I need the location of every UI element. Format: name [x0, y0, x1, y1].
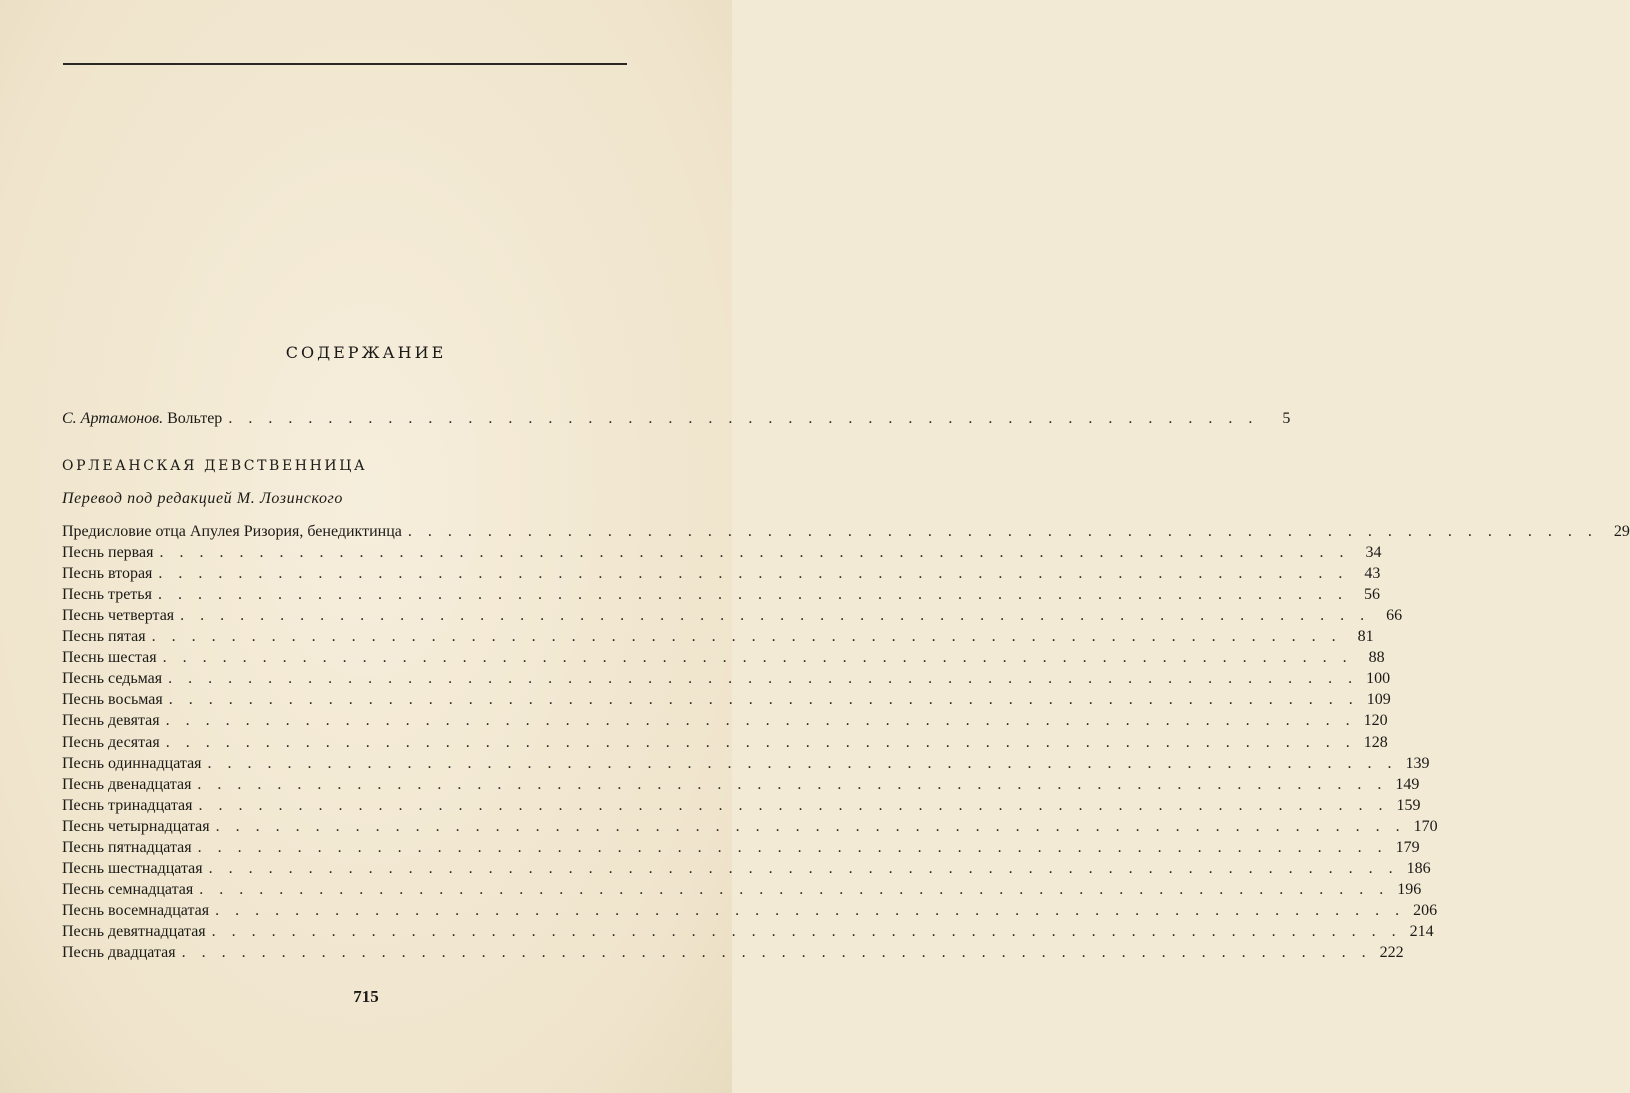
- toc-entry: [62, 523, 1630, 541]
- toc-entry-label: Песнь девятнадцатая: [62, 922, 206, 940]
- toc-entry-label: Предисловие отца Апулея Ризория, бенедиктинца: [62, 523, 402, 540]
- toc-leader-dots: . . . . . . . . . . . . . . . . . . . . . . . . . . . . . . . . . . . . . . . . . . . . . . . . . . . . . . . . . . . .: [197, 775, 1388, 793]
- toc-leader-dots: . . . . . . . . . . . . . . . . . . . . . . . . . . . . . . . . . . . . . . . . . . . . . . . . . . . .: [228, 410, 1259, 427]
- toc-entry-work: Вольтер: [167, 410, 223, 427]
- toc-leader-dots: . . . . . . . . . . . . . . . . . . . . . . . . . . . . . . . . . . . . . . . . . . . . . . . . . . . . . . . . . . . .: [180, 607, 1371, 625]
- toc-entry: [62, 649, 1385, 667]
- toc-entry-label: Песнь семнадцатая: [62, 880, 194, 898]
- toc-entry-label: Песнь одиннадцатая: [62, 754, 202, 772]
- toc-entry-page: 5: [1282, 410, 1291, 427]
- toc-entry-label: Песнь пятая: [62, 628, 146, 646]
- page-number: 715: [353, 987, 379, 1006]
- toc-entry-label: Песнь восьмая: [62, 691, 163, 709]
- toc-entry-page: 66: [1386, 607, 1403, 625]
- toc-leader-dots: . . . . . . . . . . . . . . . . . . . . . . . . . . . . . . . . . . . . . . . . . . . . . . . . . . . . . . . . . . . .: [151, 628, 1342, 646]
- toc-leader-dots: . . . . . . . . . . . . . . . . . . . . . . . . . . . . . . . . . . . . . . . . . . . . . . . . . . . . . . . . . . . .: [165, 733, 1356, 751]
- toc-entry-page: 186: [1406, 859, 1431, 877]
- toc-leader-dots: . . . . . . . . . . . . . . . . . . . . . . . . . . . . . . . . . . . . . . . . . . . . . . . . . . . . . . . . . . . .: [159, 544, 1350, 562]
- section-heading: ОРЛЕАНСКАЯ ДЕВСТВЕННИЦА: [62, 458, 368, 474]
- toc-entry-page: 34: [1365, 544, 1382, 562]
- toc-leader-dots: . . . . . . . . . . . . . . . . . . . . . . . . . . . . . . . . . . . . . . . . . . . . . . . . . . . . . . . . . . . .: [168, 670, 1359, 688]
- toc-entry-intro: [62, 410, 1291, 428]
- toc-leader-dots: . . . . . . . . . . . . . . . . . . . . . . . . . . . . . . . . . . . . . . . . . . . . . . . . . . . . . . . . . . . .: [198, 796, 1389, 814]
- toc-entry: [62, 712, 1388, 730]
- toc-entry-page: 159: [1396, 796, 1421, 814]
- toc-entry-label: Песнь четвертая: [62, 607, 175, 625]
- toc-entry-label: Песнь шестая: [62, 649, 157, 667]
- toc-entry: [62, 544, 1382, 562]
- toc-entry-label: Песнь восемнадцатая: [62, 901, 210, 919]
- toc-entry-label: [62, 410, 222, 428]
- toc-leader-dots: . . . . . . . . . . . . . . . . . . . . . . . . . . . . . . . . . . . . . . . . . . . . . . . . . . . . . . . . . . . .: [158, 565, 1349, 583]
- toc-leader-dots: . . . . . . . . . . . . . . . . . . . . . . . . . . . . . . . . . . . . . . . . . . . . . . . . . . . . . . . . . . . .: [215, 817, 1406, 835]
- toc-entry-label: Песнь вторая: [62, 565, 153, 583]
- toc-leader-dots: . . . . . . . . . . . . . . . . . . . . . . . . . . . . . . . . . . . . . . . . . . . . . . . . . . . . . . . . . . . .: [168, 691, 1359, 709]
- toc-entry-page: 206: [1413, 901, 1438, 919]
- toc-entry: [62, 922, 1434, 941]
- toc-entry: [62, 733, 1388, 752]
- toc-entry-label: Песнь пятнадцатая: [62, 838, 192, 856]
- section-subheading: Перевод под редакцией М. Лозинского: [62, 490, 343, 507]
- toc-entry-label: Песнь шестнадцатая: [62, 859, 203, 877]
- toc-leader-dots: . . . . . . . . . . . . . . . . . . . . . . . . . . . . . . . . . . . . . . . . . . . . . . . . . . . . . . . . . . . .: [162, 649, 1353, 667]
- toc-leader-dots: . . . . . . . . . . . . . . . . . . . . . . . . . . . . . . . . . . . . . . . . . . . . . . . . . . . . . . . . . . . .: [165, 712, 1356, 730]
- top-rule: [63, 63, 627, 65]
- toc-entry: [62, 628, 1374, 646]
- toc-entry-label: Песнь четырнадцатая: [62, 817, 210, 835]
- toc-entry: [62, 880, 1422, 899]
- toc-entry: [62, 754, 1430, 773]
- toc-entry: [62, 586, 1380, 604]
- toc-leader-dots: . . . . . . . . . . . . . . . . . . . . . . . . . . . . . . . . . . . . . . . . . . . . . . . . . . . . . . . . . . . .: [157, 586, 1348, 604]
- toc-entry: [62, 901, 1438, 920]
- toc-entry-page: 88: [1368, 649, 1385, 667]
- toc-entry-label: Песнь десятая: [62, 733, 160, 751]
- toc-entry: [62, 944, 1404, 962]
- toc-entry: [62, 859, 1431, 878]
- toc-entry-author: С. Артамонов.: [62, 410, 164, 427]
- toc-entry-label: Песнь двенадцатая: [62, 775, 192, 793]
- toc-leader-dots: . . . . . . . . . . . . . . . . . . . . . . . . . . . . . . . . . . . . . . . . . . . . . . . . . . . . . . . . . . . .: [407, 523, 1598, 540]
- toc-leader-dots: . . . . . . . . . . . . . . . . . . . . . . . . . . . . . . . . . . . . . . . . . . . . . . . . . . . . . . . . . . . .: [181, 944, 1372, 961]
- toc-entry-page: 139: [1405, 754, 1430, 772]
- toc-entry-label: Песнь тринадцатая: [62, 796, 193, 814]
- toc-entry: [62, 565, 1381, 583]
- toc-entry: [62, 691, 1391, 709]
- toc-entry-page: 29: [1613, 523, 1630, 540]
- toc-leader-dots: . . . . . . . . . . . . . . . . . . . . . . . . . . . . . . . . . . . . . . . . . . . . . . . . . . . . . . . . . . . .: [199, 880, 1390, 898]
- toc-entry-page: 120: [1363, 712, 1388, 730]
- toc-leader-dots: . . . . . . . . . . . . . . . . . . . . . . . . . . . . . . . . . . . . . . . . . . . . . . . . . . . . . . . . . . . .: [208, 859, 1399, 877]
- page-title: СОДЕРЖАНИЕ: [285, 343, 447, 362]
- toc-entry-page: 128: [1363, 733, 1388, 751]
- toc-entry-page: 170: [1413, 817, 1438, 835]
- toc-entry: [62, 607, 1403, 625]
- toc-leader-dots: . . . . . . . . . . . . . . . . . . . . . . . . . . . . . . . . . . . . . . . . . . . . . . . . . . . . . . . . . . . .: [215, 901, 1406, 919]
- toc-entry-page: 81: [1357, 628, 1374, 646]
- toc-entry-label: Песнь третья: [62, 586, 152, 604]
- toc-entry-page: 56: [1363, 586, 1380, 604]
- toc-entry-page: 100: [1366, 670, 1391, 688]
- toc-leader-dots: . . . . . . . . . . . . . . . . . . . . . . . . . . . . . . . . . . . . . . . . . . . . . . . . . . . . . . . . . . . .: [211, 922, 1402, 940]
- toc-entry: [62, 817, 1438, 836]
- toc-entry-page: 43: [1364, 565, 1381, 583]
- toc-entry-label: Песнь девятая: [62, 712, 160, 730]
- toc-entry: [62, 670, 1391, 688]
- toc-entry-page: 214: [1409, 922, 1434, 940]
- toc-entry-page: 196: [1397, 880, 1422, 898]
- toc-leader-dots: . . . . . . . . . . . . . . . . . . . . . . . . . . . . . . . . . . . . . . . . . . . . . . . . . . . . . . . . . . . .: [207, 754, 1398, 772]
- toc-entry-page: 179: [1395, 838, 1420, 856]
- toc-entry: [62, 775, 1420, 794]
- toc-entry-label: Песнь первая: [62, 544, 154, 562]
- toc-entry-page: 222: [1379, 944, 1404, 961]
- toc-entry: [62, 796, 1421, 815]
- toc-entry-label: Песнь седьмая: [62, 670, 163, 688]
- toc-leader-dots: . . . . . . . . . . . . . . . . . . . . . . . . . . . . . . . . . . . . . . . . . . . . . . . . . . . . . . . . . . . .: [197, 838, 1388, 856]
- toc-entry-label: Песнь двадцатая: [62, 944, 176, 961]
- toc-entry-page: 149: [1395, 775, 1420, 793]
- toc-entry-page: 109: [1366, 691, 1391, 709]
- toc-entry: [62, 838, 1420, 857]
